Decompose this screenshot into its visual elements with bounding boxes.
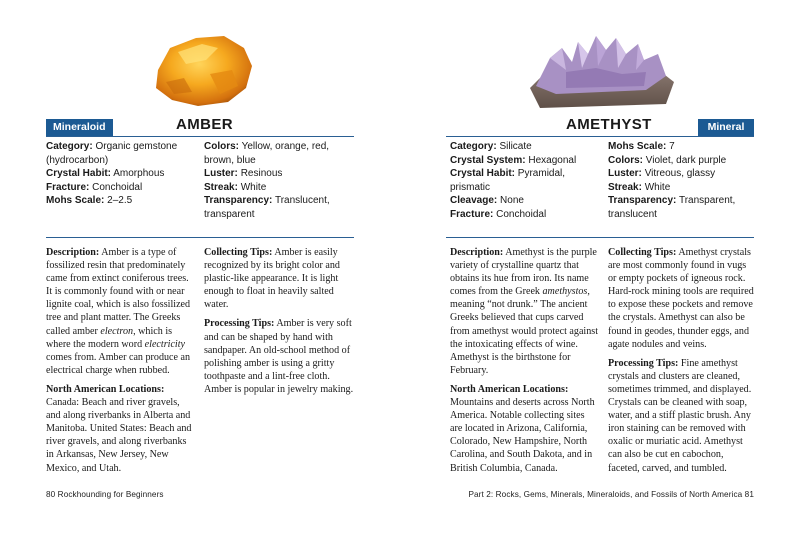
fact-streak: Streak: White (608, 181, 671, 193)
amber-specimen-image (148, 30, 256, 110)
fact-luster: Luster: Vitreous, glassy (608, 168, 716, 179)
processing-tips: Processing Tips: Amber is very soft and can be shaped by hand with sandpaper. An old-school method of polishing amber is using a gritty toothpaste and a lint-free cloth. Amber is popular in jewelry making. (204, 318, 354, 395)
facts-col-2 (204, 140, 356, 221)
fact-fracture: Fracture: Conchoidal (46, 181, 143, 193)
facts-col-2 (608, 140, 754, 221)
right-page (400, 0, 800, 533)
north-american-locations: North American Locations: Canada: Beach and river gravels, and along riverbanks in Alberta and Manitoba. United States: Beach and river gravels, and along riverbanks in Arkansas, New Jersey, New Mexico, and Utah. (46, 383, 192, 474)
body-col-2 (204, 246, 354, 396)
fact-mohs-scale: Mohs Scale: 7 (608, 141, 675, 152)
fact-fracture: Fracture: Conchoidal (450, 208, 547, 220)
fact-transparency: Transparency: Translucent, transparent (204, 195, 330, 220)
fact-cleavage: Cleavage: None (450, 195, 524, 206)
category-tag: Mineraloid (46, 119, 113, 136)
collecting-tips: Collecting Tips: Amethyst crystals are most commonly found in vugs or empty pockets of igneous rock. Hard-rock mining tools are required to expose these pockets and remove the crystals. Amethyst can also be found in geodes, thunder eggs, and agate nodules and veins. (608, 247, 754, 350)
collecting-tips: Collecting Tips: Amber is easily recognized by its bright color and plastic-like appearance. It is light enough to float in heavily salted water. (204, 247, 340, 311)
amethyst-specimen-image (526, 28, 676, 112)
fact-luster: Luster: Resinous (204, 168, 283, 179)
facts-rule (446, 237, 754, 238)
fact-mohs-scale: Mohs Scale: 2–2.5 (46, 195, 133, 206)
fact-crystal-system: Crystal System: Hexagonal (450, 154, 577, 166)
fact-crystal-habit: Crystal Habit: Pyramidal, prismatic (450, 168, 566, 193)
body-col-1 (450, 246, 598, 475)
body-col-1 (46, 246, 194, 475)
page-title: AMBER (176, 116, 233, 133)
north-american-locations: North American Locations: Mountains and deserts across North America. Notable collecting sites are located in Arizona, California, Colorado, New Hampshire, North Carolina, and South Dakota, and in British Columbia, Canada. (450, 383, 595, 474)
category-tag: Mineral (698, 119, 754, 136)
fact-transparency: Transparency: Transparent, translucent (608, 195, 736, 220)
fact-crystal-habit: Crystal Habit: Amorphous (46, 168, 165, 179)
fact-category: Category: Organic gemstone (hydrocarbon) (46, 141, 178, 166)
page-footer: Part 2: Rocks, Gems, Minerals, Mineraloids, and Fossils of North America 81 (468, 490, 754, 499)
title-rule (446, 136, 754, 137)
fact-streak: Streak: White (204, 181, 267, 193)
title-rule (46, 136, 354, 137)
facts-col-1 (450, 140, 600, 221)
processing-tips: Processing Tips: Fine amethyst crystals and clusters are cleaned, sometimes trimmed, and displayed. Crystals can be cleaned with soap, water, and a stiff plastic brush. Any iron staining can be removed with oxalic or muriatic acid. Amethyst can also be cut en cabochon, faceted, carved, and tumbled. (608, 357, 752, 474)
description: Description: Amber is a type of fossilized resin that predominately came from extinct coniferous trees. It is commonly found with or near lignite coal, which is also fossilized tree and plant matter. The Greeks called amber electron, which is where the modern word electricity comes from. Amber can produce an electrical charge when rubbed. (46, 247, 191, 376)
fact-category: Category: Silicate (450, 141, 532, 152)
fact-colors: Colors: Yellow, orange, red, brown, blue (204, 141, 330, 166)
fact-colors: Colors: Violet, dark purple (608, 154, 727, 166)
page-title: AMETHYST (566, 116, 652, 133)
facts-rule (46, 237, 354, 238)
facts-col-1 (46, 140, 196, 208)
description: Description: Amethyst is the purple variety of crystalline quartz that obtains its hue from iron. Its name comes from the Greek amethystos, meaning “not drunk.” The ancient Greeks believed that cups carved from amethyst would protect against the intoxicating effects of wine. Amethyst is the birthstone for February. (450, 247, 599, 376)
body-col-2 (608, 246, 756, 475)
page-footer: 80 Rockhounding for Beginners (46, 490, 164, 499)
